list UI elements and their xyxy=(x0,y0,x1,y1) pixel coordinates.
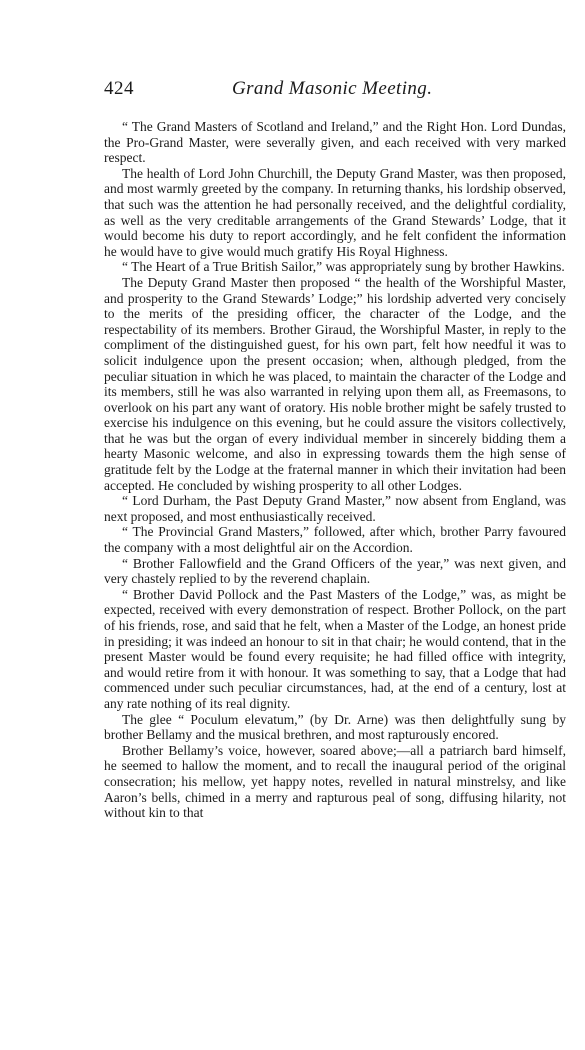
running-title: Grand Masonic Meeting. xyxy=(232,78,433,99)
paragraph-lord-churchill-health: The health of Lord John Churchill, the Deputy Grand Master, was then proposed, and most warmly greeted by the company. In returning thanks, his lordship observed, that such was the attention he had personally received, and the delightful cordiality, as well as the very creditable arrangements of the Grand Stewards’ Lodge, that it would become his duty to report accordingly, and he felt confident the information he would have to give would much gratify His Royal Highness. xyxy=(104,165,566,259)
paragraph-worshipful-master-toast: The Deputy Grand Master then proposed “ the health of the Worshipful Master, and prosperity to the Grand Stewards’ Lodge;” his lordship adverted very concisely to the merits of the presiding officer, the character of the Lodge, and the respectability of its members. Brother Giraud, the Worshipful Master, in reply to the compliment of the distinguished guest, for his own part, felt how needful it was to solicit indulgence upon the present occasion; when, although pledged, from the peculiar situation in which he was placed, to maintain the character of the Lodge and its members, still he was also warranted in relying upon them all, as Freemasons, to overlook on his part any want of oratory. His noble brother might be safely trusted to exercise his indulgence on this evening, but he could assure the visitors collectively, that he was but the organ of every individual member in sincerely bidding them a hearty Masonic welcome, and also in expressing towards them the high sense of gratitude felt by the Lodge at the fraternal manner in which their invitation had been accepted. He concluded by wishing prosperity to all other Lodges. xyxy=(104,274,566,493)
paragraph-fallowfield: “ Brother Fallowfield and the Grand Officers of the year,” was next given, and very chastely replied to by the reverend chaplain. xyxy=(104,555,566,587)
paragraph-sailor-song: “ The Heart of a True British Sailor,” was appropriately sung by brother Hawkins. xyxy=(122,259,565,275)
paragraph-provincial-grand-masters: “ The Provincial Grand Masters,” followed, after which, brother Parry favoured the company with a most delightful air on the Accordion. xyxy=(104,524,566,556)
paragraph-david-pollock: “ Brother David Pollock and the Past Masters of the Lodge,” was, as might be expected, received with every demonstration of respect. Brother Pollock, on the part of his friends, rose, and said that he felt, when a Master of the Lodge, an honest pride in presiding; it was indeed an honour to sit in that chair; he would contend, that in the present Master would be found every requisite; he had filled office with integrity, and would retire from it with honour. It was something to say, that a Lodge that had commenced under such peculiar circumstances, had, at the end of a century, lost at any rate nothing of its real dignity. xyxy=(104,586,566,711)
body-text xyxy=(104,119,566,821)
paragraph-grand-masters-toast: “ The Grand Masters of Scotland and Ireland,” and the Right Hon. Lord Dundas, the Pro-Grand Master, were severally given, and each received with very marked respect. xyxy=(104,119,566,166)
paragraph-lord-durham: “ Lord Durham, the Past Deputy Grand Master,” now absent from England, was next proposed, and most enthusiastically received. xyxy=(104,493,566,524)
paragraph-poculum-elevatum: The glee “ Poculum elevatum,” (by Dr. Arne) was then delightfully sung by brother Bellamy and the musical brethren, and most rapturously encored. xyxy=(104,711,566,743)
running-head xyxy=(104,78,566,104)
page-number: 424 xyxy=(104,78,134,99)
paragraph-bellamy-voice: Brother Bellamy’s voice, however, soared above;—all a patriarch bard himself, he seemed to hallow the moment, and to recall the inaugural period of the original consecration; his mellow, yet happy notes, revelled in natural minstrelsy, and like Aaron’s bells, chimed in a merry and rapturous peal of song, diffusing hilarity, not without kin to that xyxy=(104,742,566,821)
